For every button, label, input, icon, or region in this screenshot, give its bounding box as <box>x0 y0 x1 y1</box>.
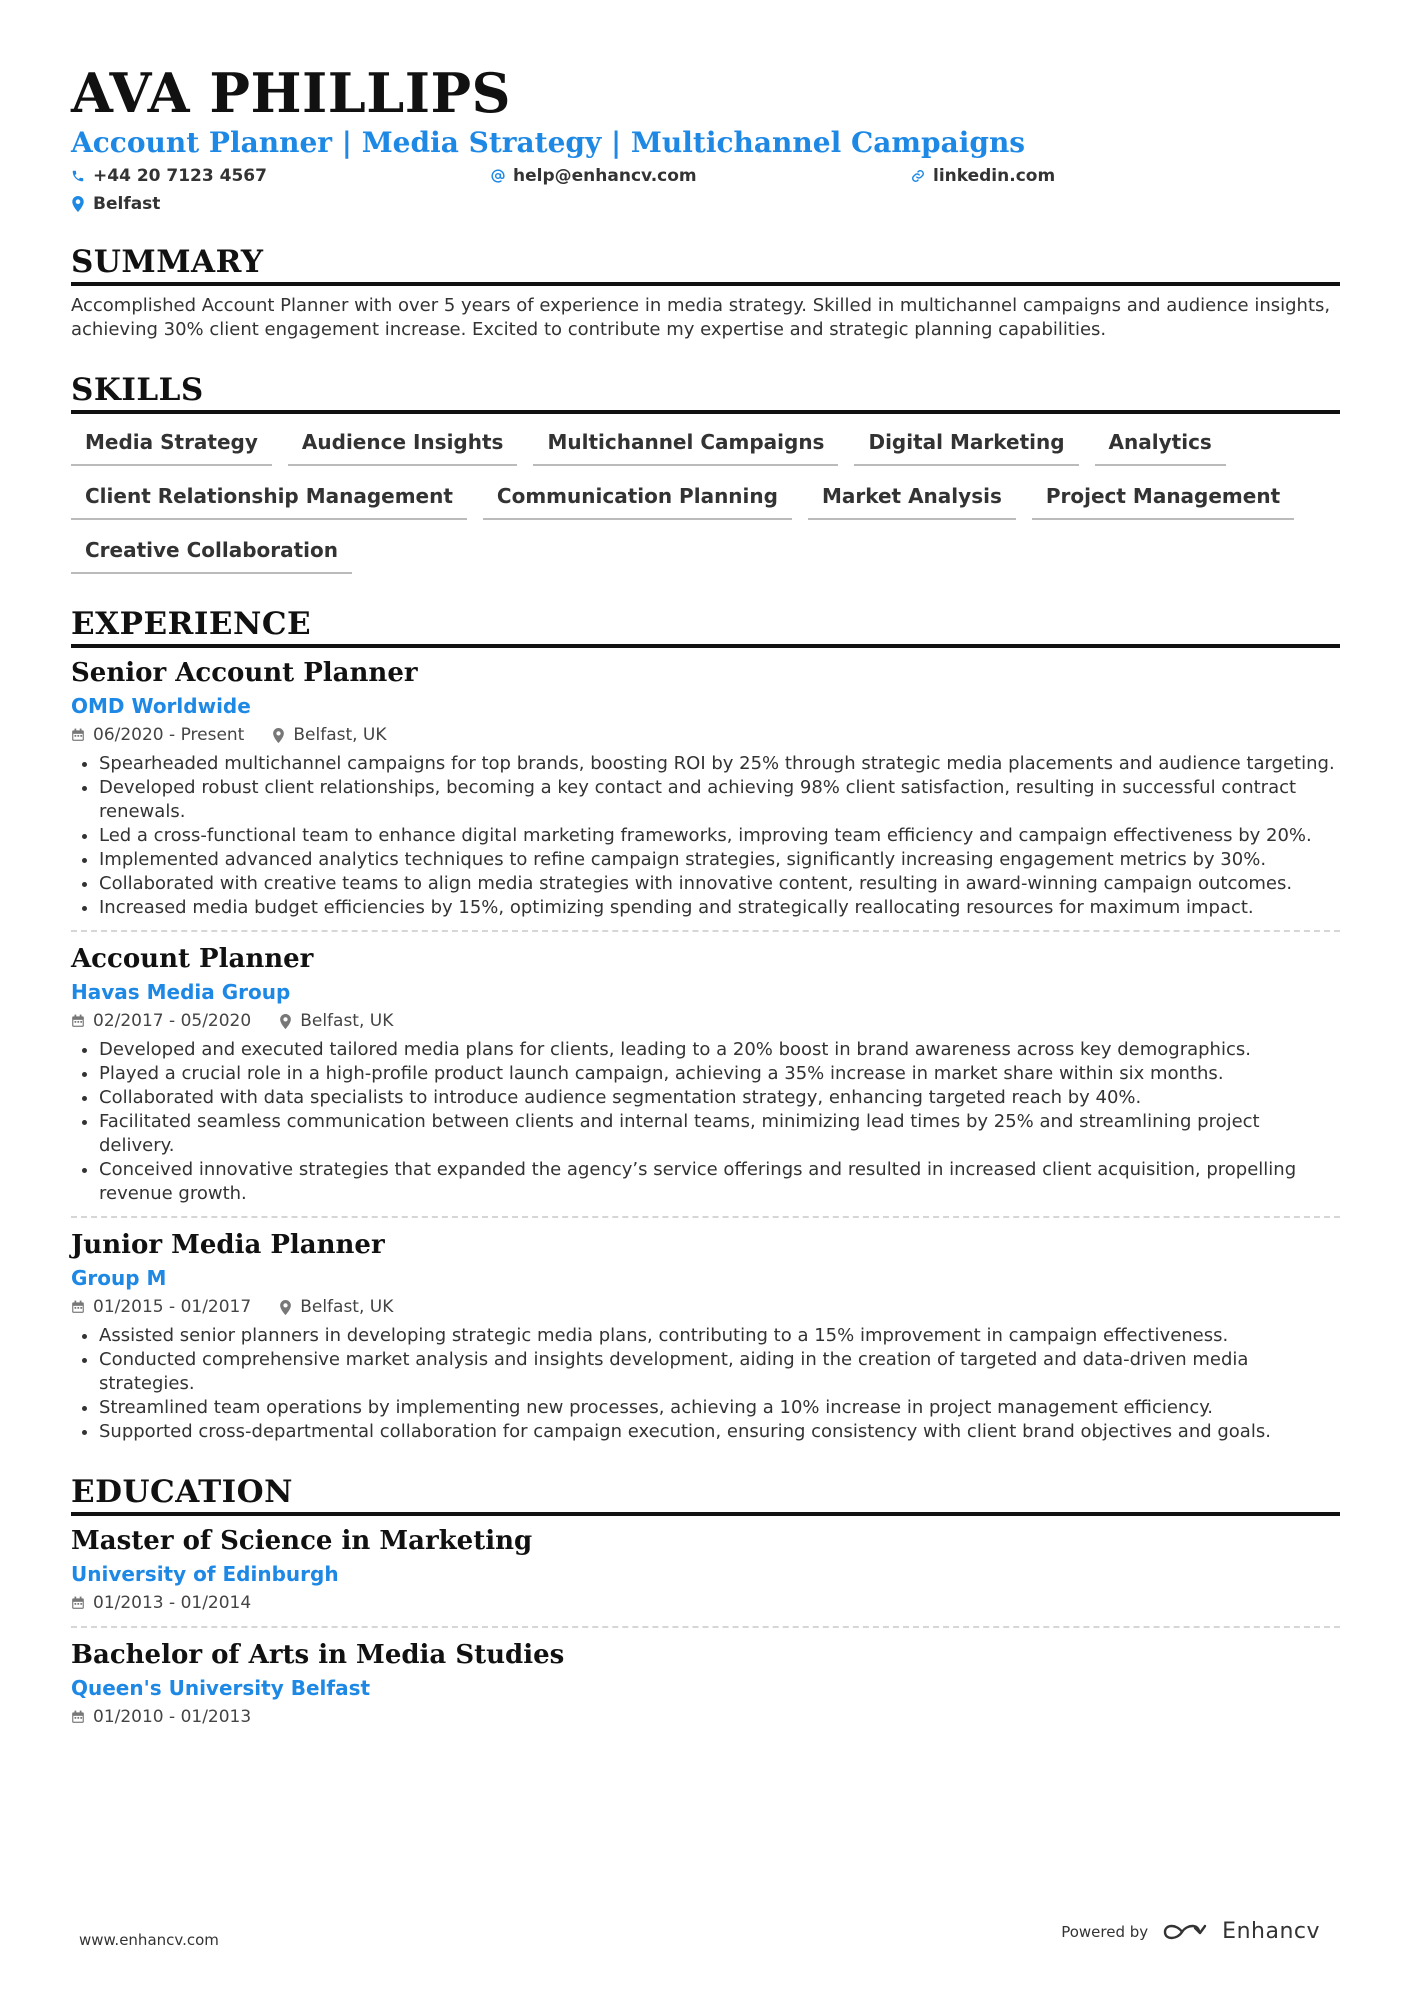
skill-tag: Analytics <box>1095 426 1226 466</box>
email-text: help@enhancv.com <box>513 166 697 186</box>
bullet-item: • Developed robust client relationships, becoming a key contact and achieving 98% client satisfaction, resulting in successful contract renewals. <box>99 776 1340 824</box>
powered-by-text: Powered by <box>1061 1922 1149 1941</box>
skill-tag: Market Analysis <box>808 480 1016 520</box>
experience-section <box>71 606 1340 1444</box>
brand-name: Enhancv <box>1222 1919 1320 1944</box>
experience-entry <box>71 656 1340 920</box>
summary-title: SUMMARY <box>71 244 1340 286</box>
education-entry <box>71 1524 1340 1616</box>
skills-list <box>71 426 1340 588</box>
calendar-icon <box>71 1014 85 1028</box>
enhancv-logo-icon <box>1162 1920 1208 1944</box>
calendar-icon <box>71 728 85 742</box>
job-dates: 02/2017 - 05/2020 <box>93 1011 252 1031</box>
skill-tag: Communication Planning <box>483 480 792 520</box>
footer-branding <box>1061 1919 1320 1944</box>
phone-icon <box>71 169 85 183</box>
job-meta <box>71 1294 1340 1320</box>
degree-title: Bachelor of Arts in Media Studies <box>71 1640 565 1670</box>
contact-email[interactable] <box>491 164 911 188</box>
education-meta <box>71 1590 1340 1616</box>
phone-text: +44 20 7123 4567 <box>93 166 267 186</box>
company-name: OMD Worldwide <box>71 694 251 718</box>
bullet-item: • Supported cross-departmental collaboration for campaign execution, ensuring consistency with client brand objectives and goals. <box>99 1420 1340 1444</box>
job-location: Belfast, UK <box>300 1297 394 1317</box>
location-pin-icon <box>272 728 285 743</box>
job-title: Senior Account Planner <box>71 658 418 688</box>
job-dates: 06/2020 - Present <box>93 725 245 745</box>
job-title: Account Planner <box>71 944 314 974</box>
bullet-item: • Collaborated with creative teams to align media strategies with innovative content, resulting in award-winning campaign outcomes. <box>99 872 1340 896</box>
bullet-item: • Conceived innovative strategies that expanded the agency’s service offerings and resulted in increased client acquisition, propelling revenue growth. <box>99 1158 1340 1206</box>
candidate-name: AVA PHILLIPS <box>71 61 512 125</box>
education-meta <box>71 1704 1340 1730</box>
job-bullets <box>71 1324 1340 1444</box>
bullet-item: • Facilitated seamless communication between clients and internal teams, minimizing lead times by 25% and streamlining project delivery. <box>99 1110 1340 1158</box>
company-name: Havas Media Group <box>71 980 291 1004</box>
education-dates: 01/2010 - 01/2013 <box>93 1707 252 1727</box>
summary-section <box>71 244 1340 342</box>
location-pin-icon <box>279 1300 292 1315</box>
education-dates: 01/2013 - 01/2014 <box>93 1593 252 1613</box>
link-icon <box>911 169 925 183</box>
skill-tag: Digital Marketing <box>854 426 1078 466</box>
experience-title: EXPERIENCE <box>71 606 1340 648</box>
degree-title: Master of Science in Marketing <box>71 1526 533 1556</box>
linkedin-text: linkedin.com <box>933 166 1056 186</box>
entry-divider <box>71 1216 1340 1218</box>
bullet-item: • Collaborated with data specialists to introduce audience segmentation strategy, enhancing targeted reach by 40%. <box>99 1086 1340 1110</box>
school-name: Queen's University Belfast <box>71 1676 371 1700</box>
location-pin-icon <box>279 1014 292 1029</box>
job-meta <box>71 722 1340 748</box>
calendar-icon <box>71 1710 85 1724</box>
school-name: University of Edinburgh <box>71 1562 339 1586</box>
skills-title: SKILLS <box>71 372 1340 414</box>
education-title: EDUCATION <box>71 1474 1340 1516</box>
bullet-item: • Assisted senior planners in developing strategic media plans, contributing to a 15% improvement in campaign effectiveness. <box>99 1324 1340 1348</box>
education-section <box>71 1474 1340 1730</box>
skill-tag: Audience Insights <box>288 426 518 466</box>
bullet-item: • Conducted comprehensive market analysis and insights development, aiding in the creation of targeted and data-driven media strategies. <box>99 1348 1340 1396</box>
skills-section <box>71 372 1340 588</box>
bullet-item: • Increased media budget efficiencies by 15%, optimizing spending and strategically reallocating resources for maximum impact. <box>99 896 1340 920</box>
job-meta <box>71 1008 1340 1034</box>
bullet-item: • Implemented advanced analytics techniques to refine campaign strategies, significantly increasing engagement metrics by 30%. <box>99 848 1340 872</box>
skill-tag: Multichannel Campaigns <box>533 426 838 466</box>
candidate-headline: Account Planner | Media Strategy | Multichannel Campaigns <box>71 126 1026 159</box>
bullet-item: • Led a cross-functional team to enhance digital marketing frameworks, improving team efficiency and campaign effectiveness by 20%. <box>99 824 1340 848</box>
location-pin-icon <box>71 196 85 212</box>
job-title: Junior Media Planner <box>71 1230 385 1260</box>
experience-entry <box>71 942 1340 1206</box>
education-entry <box>71 1638 1340 1730</box>
experience-entry <box>71 1228 1340 1444</box>
bullet-item: • Spearheaded multichannel campaigns for top brands, boosting ROI by 25% through strategic media placements and audience targeting. <box>99 752 1340 776</box>
contact-info <box>71 164 1340 216</box>
entry-divider <box>71 1626 1340 1628</box>
job-location: Belfast, UK <box>293 725 387 745</box>
job-location: Belfast, UK <box>300 1011 394 1031</box>
job-dates: 01/2015 - 01/2017 <box>93 1297 252 1317</box>
contact-linkedin[interactable] <box>911 164 1331 188</box>
at-icon <box>491 169 505 183</box>
skill-tag: Creative Collaboration <box>71 534 352 574</box>
contact-phone[interactable] <box>71 164 491 188</box>
footer-website[interactable]: www.enhancv.com <box>79 1931 219 1949</box>
job-bullets <box>71 752 1340 920</box>
location-text: Belfast <box>93 194 161 214</box>
skill-tag: Client Relationship Management <box>71 480 467 520</box>
resume-header <box>71 60 1340 216</box>
bullet-item: • Developed and executed tailored media plans for clients, leading to a 20% boost in brand awareness across key demographics. <box>99 1038 1340 1062</box>
calendar-icon <box>71 1596 85 1610</box>
entry-divider <box>71 930 1340 932</box>
skill-tag: Project Management <box>1032 480 1294 520</box>
company-name: Group M <box>71 1266 167 1290</box>
skill-tag: Media Strategy <box>71 426 272 466</box>
summary-text: Accomplished Account Planner with over 5 years of experience in media strategy. Skilled in multichannel campaigns and audience insights, achieving 30% client engagement increase. Excited to contribute my expertise and strategic planning capabilities. <box>71 295 1331 340</box>
calendar-icon <box>71 1300 85 1314</box>
bullet-item: • Played a crucial role in a high-profile product launch campaign, achieving a 35% increase in market share within six months. <box>99 1062 1340 1086</box>
bullet-item: • Streamlined team operations by implementing new processes, achieving a 10% increase in project management efficiency. <box>99 1396 1340 1420</box>
contact-location <box>71 192 491 216</box>
job-bullets <box>71 1038 1340 1206</box>
